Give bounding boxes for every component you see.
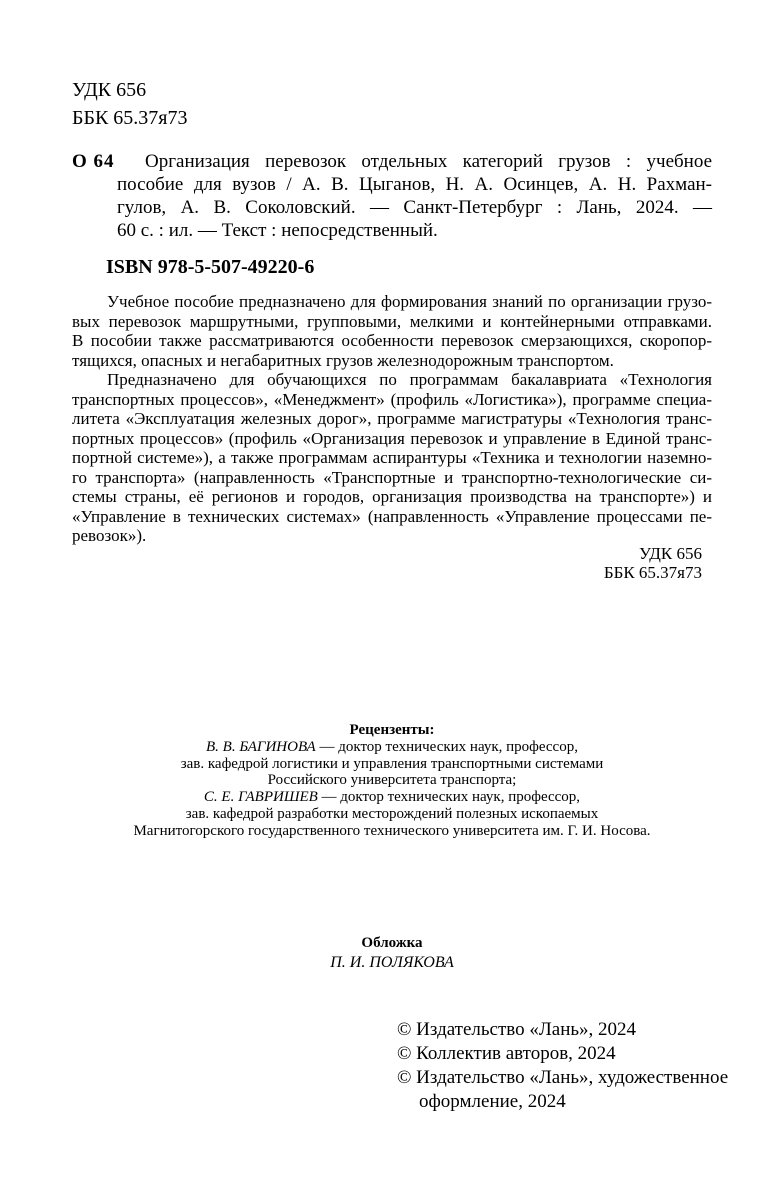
annotation-line: го транспорта» (направленность «Транспортные и транспортно-технологические си- xyxy=(72,467,712,487)
catalog-author-sign: О 64 xyxy=(72,151,115,172)
annotation-line: портной системе»), а также программам аспирантуры «Техника и технологии наземно- xyxy=(72,448,712,467)
catalog-line: 60 с. : ил. — Текст : непосредственный. xyxy=(117,220,438,241)
annotation-line: литета «Эксплуатация железных дорог», программе магистратуры «Технология транс- xyxy=(72,409,712,428)
catalog-line: гулов, А. В. Соколовский. — Санкт-Петербург : Лань, 2024. — xyxy=(117,197,712,218)
reviewer-line xyxy=(72,739,712,756)
bbk-code-top: ББК 65.37я73 xyxy=(72,107,188,129)
reviewer-line: Магнитогорского государственного технического университета им. Г. И. Носова. xyxy=(133,822,651,839)
reviewer-line: Российского университета транспорта; xyxy=(267,772,517,789)
copyright-line: © Коллектив авторов, 2024 xyxy=(397,1043,616,1064)
classification-codes-right xyxy=(72,544,702,582)
annotation-line: В пособии также рассматриваются особенности перевозок смерзающихся, скоропор- xyxy=(72,331,712,350)
annotation-line: Предназначено для обучающихся по программам бакалавриата «Технология xyxy=(107,370,712,389)
annotation-line: транспортных процессов», «Менеджмент» (профиль «Логистика»), программе специа- xyxy=(72,389,712,409)
reviewer-name: С. Е. ГАВРИШЕВ xyxy=(203,789,318,806)
copyright-block xyxy=(397,1018,728,1114)
udk-code-right: УДК 656 xyxy=(638,544,702,563)
catalog-description xyxy=(117,150,712,242)
reviewers-heading: Рецензенты: xyxy=(349,722,435,738)
udk-code-top: УДК 656 xyxy=(72,79,147,101)
annotation-line: стемы страны, её регионов и городов, организация производства на транспорте») и xyxy=(72,487,712,506)
classification-codes-top xyxy=(72,76,188,132)
cover-heading: Обложка xyxy=(361,935,423,951)
reviewer-line: зав. кафедрой разработки месторождений полезных ископаемых xyxy=(185,805,599,822)
copyright-line: оформление, 2024 xyxy=(419,1091,566,1112)
catalog-line: пособие для вузов / А. В. Цыганов, Н. А. Осинцев, А. Н. Рахман- xyxy=(117,174,712,195)
reviewers-block xyxy=(72,722,712,840)
cover-credit-block xyxy=(72,934,712,972)
reviewer-name: В. В. БАГИНОВА xyxy=(206,738,316,755)
reviewer-line: зав. кафедрой логистики и управления транспортными системами xyxy=(180,755,604,772)
annotation-line: тящихся, опасных и негабаритных грузов железнодорожным транспортом. xyxy=(72,350,614,370)
annotation-line: портных процессов» (профиль «Организация перевозок и управление в Единой транс- xyxy=(72,428,712,448)
reviewer-title: — доктор технических наук, профессор, xyxy=(317,789,581,806)
catalog-card xyxy=(72,150,712,242)
annotation-line: Учебное пособие предназначено для формирования знаний по организации грузо- xyxy=(107,292,712,311)
annotation-line: ревозок»). xyxy=(72,526,147,545)
isbn-line: ISBN 978-5-507-49220-6 xyxy=(106,256,315,278)
copyright-line: © Издательство «Лань», 2024 xyxy=(397,1019,637,1040)
catalog-line: Организация перевозок отдельных категорий грузов : учебное xyxy=(145,151,712,172)
cover-designer-name: П. И. ПОЛЯКОВА xyxy=(330,954,454,971)
reviewer-line xyxy=(72,789,712,806)
copyright-line: © Издательство «Лань», художественное xyxy=(397,1067,729,1088)
bbk-code-right: ББК 65.37я73 xyxy=(603,563,702,582)
annotation xyxy=(72,292,712,546)
annotation-line: «Управление в технических системах» (направленность «Управление процессами пе- xyxy=(72,506,712,526)
annotation-line: вых перевозок маршрутными, групповыми, мелкими и контейнерными отправками. xyxy=(72,311,712,331)
reviewer-title: — доктор технических наук, профессор, xyxy=(315,738,578,755)
